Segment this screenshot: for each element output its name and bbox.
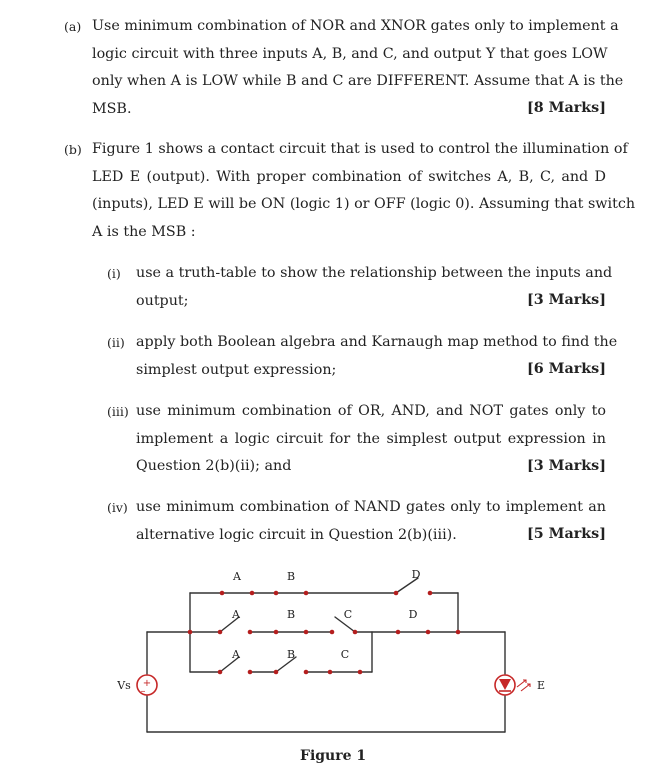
figure-caption: Figure 1: [300, 748, 367, 764]
label-bot-c: C: [340, 648, 350, 661]
sub-iv-marks: [5 Marks]: [526, 526, 606, 542]
question-a-line-2: logic circuit with three inputs A, B, and C, and output Y that goes LOW: [92, 45, 608, 62]
sub-ii-label: (ii): [107, 335, 125, 350]
label-mid-c: C: [343, 608, 353, 621]
sub-ii-line-1: apply both Boolean algebra and Karnaugh map method to find the: [136, 334, 618, 350]
question-b-line-4: A is the MSB :: [92, 223, 196, 240]
label-mid-b: B: [286, 608, 296, 621]
question-b-line-2: LED E (output). With proper combination of switches A, B, C, and D: [92, 168, 606, 185]
question-b-label: (b): [64, 142, 82, 157]
led-light-arrows-icon: [517, 680, 530, 691]
question-a-marks: [8 Marks]: [526, 100, 606, 116]
question-a-line-4: MSB.: [92, 100, 132, 117]
sub-iii-marks: [3 Marks]: [526, 458, 606, 474]
sub-i-line-1: use a truth-table to show the relationship between the inputs and: [136, 265, 613, 281]
sub-iv-label: (iv): [107, 500, 128, 515]
sub-i-label: (i): [107, 266, 121, 281]
label-led-e: E: [536, 679, 546, 692]
source-plus-sign: +: [142, 678, 152, 689]
question-a-line-3: only when A is LOW while B and C are DIFFERENT. Assume that A is the: [92, 73, 624, 89]
question-a-label: (a): [64, 19, 82, 34]
question-b-line-3: (inputs), LED E will be ON (logic 1) or OFF (logic 0). Assuming that switch: [92, 196, 636, 212]
sub-iii-line-3: Question 2(b)(ii); and: [136, 458, 292, 474]
sub-i-line-2: output;: [136, 292, 189, 309]
sub-iii-line-2: implement a logic circuit for the simplest output expression in: [136, 430, 606, 447]
sub-ii-line-2: simplest output expression;: [136, 361, 337, 378]
sub-ii-marks: [6 Marks]: [526, 361, 606, 377]
source-minus-sign: –: [140, 686, 146, 697]
label-top-b: B: [286, 570, 296, 583]
label-bot-b: B: [286, 648, 296, 661]
label-mid-d: D: [408, 608, 418, 621]
question-a-line-1: Use minimum combination of NOR and XNOR gates only to implement a: [92, 18, 619, 34]
sub-iii-label: (iii): [107, 404, 129, 419]
sub-i-marks: [3 Marks]: [526, 292, 606, 308]
question-b-line-1: Figure 1 shows a contact circuit that is used to control the illumination of: [92, 141, 628, 157]
sub-iv-line-1: use minimum combination of NAND gates only to implement an: [136, 499, 606, 515]
sub-iii-line-1: use minimum combination of OR, AND, and NOT gates only to: [136, 403, 606, 419]
sub-iv-line-2: alternative logic circuit in Question 2(b)(iii).: [136, 526, 457, 543]
label-top-a: A: [233, 570, 241, 583]
label-top-d: D: [411, 568, 421, 581]
label-vs: Vs: [117, 679, 131, 692]
label-mid-a: A: [232, 608, 240, 621]
label-bot-a: A: [232, 648, 240, 661]
